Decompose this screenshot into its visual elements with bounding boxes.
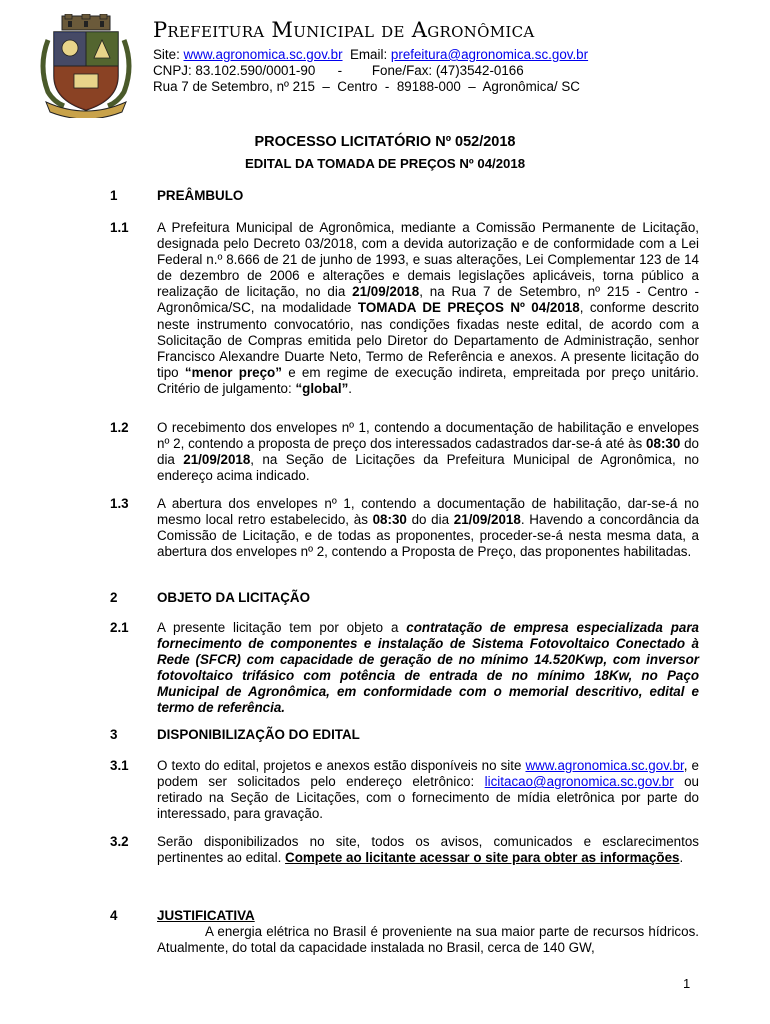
email-label: Email: xyxy=(342,47,391,62)
paragraph-3-2: Serão disponibilizados no site, todos os avisos, comunicados e esclarecimentos pertinentes ao edital. Compete ao licitante acessar o site para obter as informações. xyxy=(157,834,699,866)
paragraph-1-1: A Prefeitura Municipal de Agronômica, mediante a Comissão Permanente de Licitação, designada pelo Decreto 03/2018, com a devida autorização e de conformidade com a Lei Federal n.º 8.666 de 21 de junho de 1993, e suas alterações, Lei Complementar 123 de 14 de dezembro de 2006 e alterações e demais legislações aplicáveis, torna público a realização de licitação, no dia 21/09/2018, na Rua 7 de Setembro, nº 215 - Centro - Agronômica/SC, na modalidade TOMADA DE PREÇOS Nº 04/2018, conforme descrito neste instrumento convocatório, nas condições fixadas neste edital, de acordo com a Solicitação de Compras emitida pelo Diretor do Departamento de Administração, senhor Francisco Alexandre Duarte Neto, Termo de Referência e anexos. A presente licitação do tipo “menor preço” e em regime de execução indireta, empreitada por preço unitário. Critério de julgamento: “global”. xyxy=(157,220,700,396)
edital-title: EDITAL DA TOMADA DE PREÇOS Nº 04/2018 xyxy=(244,156,526,171)
paragraph-4: A energia elétrica no Brasil é proveniente na sua maior parte de recursos hídricos. Atualmente, do total da capacidade instalada no Brasil, cerca de 140 GW, xyxy=(157,924,699,956)
item-number: 1.2 xyxy=(110,420,129,435)
page-number: 1 xyxy=(683,976,691,991)
address-line: Rua 7 de Setembro, nº 215 – Centro - 89188-000 – Agronômica/ SC xyxy=(153,79,580,94)
item-number: 2.1 xyxy=(110,620,129,635)
section-number: 4 xyxy=(110,908,118,923)
header-contact-line xyxy=(153,47,588,63)
section-heading: OBJETO DA LICITAÇÃO xyxy=(157,590,311,605)
item-number: 3.2 xyxy=(110,834,129,849)
site-label: Site: xyxy=(153,47,184,62)
municipal-crest-logo xyxy=(34,14,138,118)
licitacao-email-link[interactable]: licitacao@agronomica.sc.gov.br xyxy=(484,774,674,790)
section-heading: DISPONIBILIZAÇÃO DO EDITAL xyxy=(157,727,360,742)
item-number: 3.1 xyxy=(110,758,129,773)
cnpj-line: CNPJ: 83.102.590/0001-90 - Fone/Fax: (47)3542-0166 xyxy=(153,63,524,78)
org-title: Prefeitura Municipal de Agronômica xyxy=(153,18,535,42)
section-number: 2 xyxy=(110,590,118,605)
section-number: 1 xyxy=(110,188,118,203)
paragraph-1-2: O recebimento dos envelopes nº 1, contendo a documentação de habilitação e envelopes nº 2, contendo a proposta de preço dos interessados cadastrados dar-se-á até às 08:30 do dia 21/09/2018, na Seção de Licitações da Prefeitura Municipal de Agronômica, no endereço acima indicado. xyxy=(157,420,699,484)
paragraph-3-1: O texto do edital, projetos e anexos estão disponíveis no site www.agronomica.sc.gov.br, e podem ser solicitados pelo endereço eletrônico: licitacao@agronomica.sc.gov.br ou retirado na Seção de Licitações, com o fornecimento de mídia eletrônica por parte do interessado, para gravação. xyxy=(157,758,699,822)
item-number: 1.1 xyxy=(110,220,129,235)
site-link[interactable]: www.agronomica.sc.gov.br xyxy=(183,47,343,62)
section-number: 3 xyxy=(110,727,118,742)
section-heading: JUSTIFICATIVA xyxy=(157,908,255,923)
paragraph-1-3: A abertura dos envelopes nº 1, contendo a documentação de habilitação, dar-se-á no mesmo local retro estabelecido, às 08:30 do dia 21/09/2018. Havendo a concordância da Comissão de Licitação, e de todas as proponentes, proceder-se-á nesta mesma data, a abertura dos envelopes nº 2, contendo a Proposta de Preço, das proponentes habilitadas. xyxy=(157,496,699,560)
paragraph-2-1: A presente licitação tem por objeto a contratação de empresa especializada para fornecimento de componentes e instalação de Sistema Fotovoltaico Conectado à Rede (SFCR) com capacidade de geração de no mínimo 14.520Kwp, com inversor fotovoltaico trifásico com potência de entrada de no mínimo 18Kw, no Paço Municipal de Agronômica, em conformidade com o memorial descritivo, edital e termo de referência. xyxy=(157,620,699,716)
email-link[interactable]: prefeitura@agronomica.sc.gov.br xyxy=(390,47,589,62)
item-number: 1.3 xyxy=(110,496,129,511)
section-heading: PREÂMBULO xyxy=(157,188,244,203)
edital-site-link[interactable]: www.agronomica.sc.gov.br xyxy=(525,758,684,773)
processo-title: PROCESSO LICITATÓRIO Nº 052/2018 xyxy=(254,134,516,150)
